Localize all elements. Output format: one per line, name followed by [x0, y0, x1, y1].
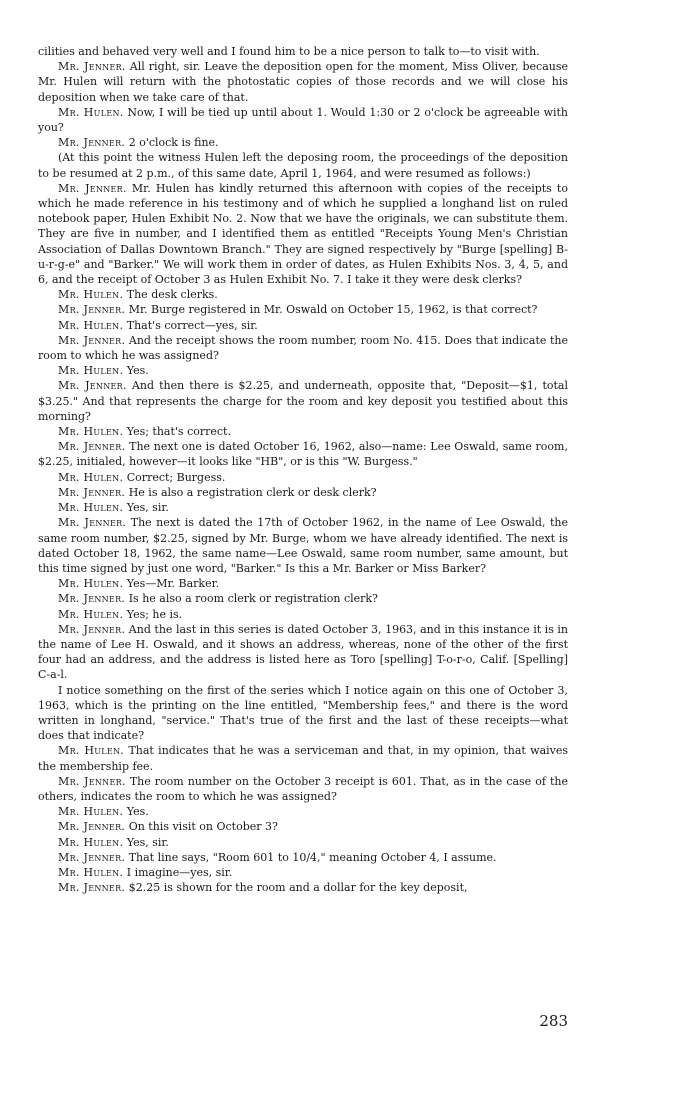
speaker: Mr. Jenner. [58, 181, 127, 195]
paragraph: Mr. Jenner. The next one is dated October 16, 1962, also—name: Lee Oswald, same room, $2.25, initialed, however—it looks like "HB", or is this "W. Burgess." [38, 440, 568, 469]
paragraph: Mr. Hulen. Yes, sir. [58, 501, 169, 515]
speaker: Mr. Jenner. [58, 60, 126, 74]
speaker: Mr. Jenner. [58, 592, 126, 606]
speaker: Mr. Hulen. [58, 805, 124, 819]
speaker: Mr. Jenner. [58, 820, 126, 834]
paragraph: Mr. Hulen. That's correct—yes, sir. [58, 318, 258, 332]
paragraph: Mr. Hulen. The desk clerks. [58, 288, 218, 302]
speaker: Mr. Hulen. [58, 835, 124, 849]
speaker: Mr. Hulen. [58, 364, 124, 378]
paragraph: Mr. Jenner. All right, sir. Leave the deposition open for the moment, Miss Oliver, because Mr. Hulen will return with the photostatic copies of those records and we will close his deposition when we take care of that. [38, 60, 568, 104]
paragraph: Mr. Jenner. And then there is $2.25, and underneath, opposite that, "Deposit—$1, total $3.25." And that represents the charge for the room and key deposit you testified about this morning? [38, 379, 568, 423]
speaker: Mr. Hulen. [58, 744, 125, 758]
paragraph: Mr. Hulen. Yes; he is. [58, 607, 183, 621]
paragraph: Mr. Hulen. Yes—Mr. Barker. [58, 577, 220, 591]
paragraph: Mr. Jenner. And the last in this series is dated October 3, 1963, and in this instance it is in the name of Lee H. Oswald, and it shows an address, whereas, none of the other of the first four had an address, and the address is listed here as Toro [spelling] T-o-r-o, Calif. [Spelling] C-a-l. [38, 622, 568, 682]
document-body [38, 44, 568, 895]
speaker: Mr. Hulen. [58, 105, 124, 119]
paragraph: Mr. Jenner. Mr. Burge registered in Mr. Oswald on October 15, 1962, is that correct? [58, 303, 538, 317]
paragraph: Mr. Jenner. He is also a registration clerk or desk clerk? [58, 485, 377, 499]
speaker: Mr. Hulen. [58, 607, 124, 621]
speaker: Mr. Hulen. [58, 318, 124, 332]
speaker: Mr. Jenner. [58, 303, 126, 317]
paragraph: Mr. Jenner. Is he also a room clerk or registration clerk? [58, 592, 378, 606]
paragraph: I notice something on the first of the series which I notice again on this one of October 3, 1963, which is the printing on the line entitled, "Membership fees," and there is the word written in longhand, "service." That's true of the first and the last of these receipts—what does that indicate? [38, 683, 568, 743]
speaker: Mr. Hulen. [58, 470, 124, 484]
paragraph: Mr. Hulen. Yes; that's correct. [58, 425, 231, 439]
speaker: Mr. Hulen. [58, 865, 124, 879]
paragraph: cilities and behaved very well and I found him to be a nice person to talk to—to visit with. [38, 45, 540, 58]
paragraph: Mr. Jenner. On this visit on October 3? [58, 820, 278, 834]
speaker: Mr. Jenner. [58, 622, 126, 636]
speaker: Mr. Hulen. [58, 425, 124, 439]
speaker: Mr. Hulen. [58, 288, 124, 302]
speaker: Mr. Jenner. [58, 440, 126, 454]
speaker: Mr. Jenner. [58, 333, 126, 347]
paragraph: Mr. Hulen. Yes, sir. [58, 835, 169, 849]
paragraph: Mr. Hulen. That indicates that he was a serviceman and that, in my opinion, that waives the membership fee. [38, 744, 569, 773]
paragraph: Mr. Jenner. $2.25 is shown for the room and a dollar for the key deposit, [58, 881, 468, 895]
speaker: Mr. Hulen. [58, 501, 124, 515]
speaker: Mr. Hulen. [58, 577, 124, 591]
paragraph: Mr. Hulen. Correct; Burgess. [58, 470, 226, 484]
paragraph: Mr. Hulen. I imagine—yes, sir. [58, 865, 233, 879]
paragraph: Mr. Hulen. Yes. [58, 364, 149, 378]
paragraph: Mr. Jenner. The room number on the October 3 receipt is 601. That, as in the case of the others, indicates the room to which he was assigned? [38, 774, 569, 803]
paragraph: Mr. Jenner. Mr. Hulen has kindly returned this afternoon with copies of the receipts to which he made reference in his testimony and of which he supplied a longhand list on ruled notebook paper, Hulen Exhibit No. 2. Now that we have the originals, we can substitute them. They are five in number, and I identified them as entitled "Receipts Young Men's Christian Association of Dallas Downtown Branch." They are signed respectively by "Burge [spelling] B-u-r-g-e" and "Barker." We will work them in order of dates, as Hulen Exhibits Nos. 3, 4, 5, and 6, and the receipt of October 3 as Hulen Exhibit No. 7. I take it they were desk clerks? [38, 181, 568, 287]
paragraph: (At this point the witness Hulen left the deposing room, the proceedings of the deposition to be resumed at 2 p.m., of this same date, April 1, 1964, and were resumed as follows:) [38, 151, 568, 180]
paragraph: Mr. Hulen. Now, I will be tied up until about 1. Would 1:30 or 2 o'clock be agreeable with you? [38, 105, 569, 135]
speaker: Mr. Jenner. [58, 516, 127, 530]
speaker: Mr. Jenner. [58, 379, 127, 393]
speaker: Mr. Jenner. [58, 485, 126, 499]
page-number: 283 [539, 1012, 568, 1030]
speaker: Mr. Jenner. [58, 136, 126, 150]
speaker: Mr. Jenner. [58, 850, 126, 864]
paragraph: Mr. Jenner. The next is dated the 17th of October 1962, in the name of Lee Oswald, the same room number, $2.25, signed by Mr. Burge, whom we have already identified. The next is dated October 18, 1962, the same name—Lee Oswald, same room number, same amount, but this time signed by just one word, "Barker." Is this a Mr. Barker or Miss Barker? [38, 516, 568, 575]
paragraph: Mr. Jenner. That line says, "Room 601 to 10/4," meaning October 4, I assume. [58, 850, 497, 864]
speaker: Mr. Jenner. [58, 881, 126, 895]
speaker: Mr. Jenner. [58, 774, 126, 788]
paragraph: Mr. Hulen. Yes. [58, 805, 149, 819]
paragraph: Mr. Jenner. And the receipt shows the room number, room No. 415. Does that indicate the room to which he was assigned? [38, 333, 568, 363]
paragraph: Mr. Jenner. 2 o'clock is fine. [58, 136, 219, 150]
